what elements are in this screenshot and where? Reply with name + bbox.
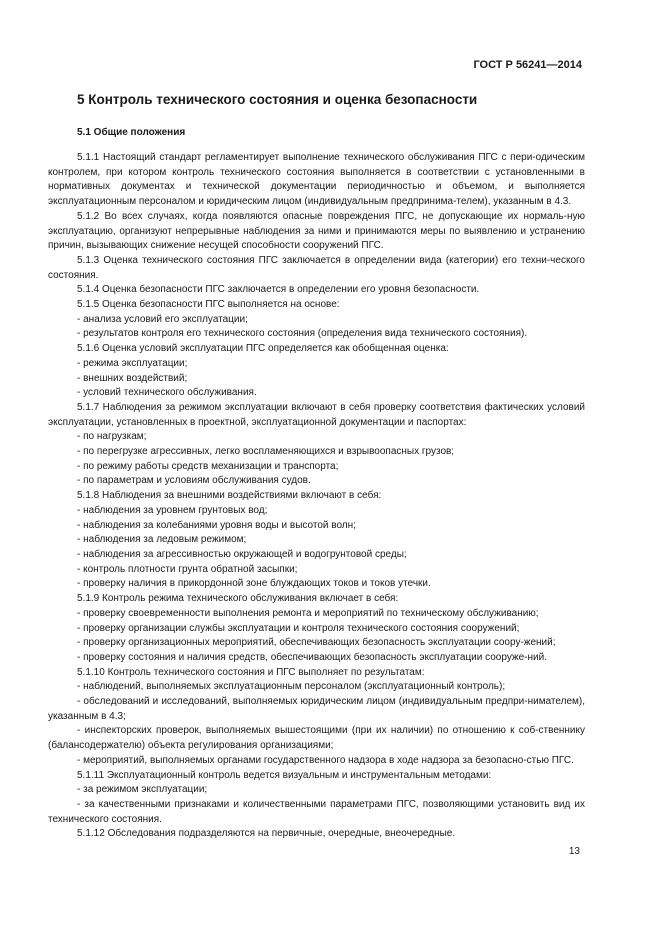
- paragraph: 5.1.5 Оценка безопасности ПГС выполняется на основе:: [77, 299, 340, 311]
- list-item: - мероприятий, выполняемых органами государственного надзора в ходе надзора за безопасно-стью ПГС.: [77, 754, 574, 766]
- paragraph: 5.1.9 Контроль режима технического обслуживания включает в себя:: [77, 593, 399, 605]
- list-item: - за режимом эксплуатации;: [77, 784, 208, 796]
- list-item: - проверку организационных мероприятий, обеспечивающих безопасность эксплуатации соору-жений;: [77, 637, 556, 649]
- list-item: - по нагрузкам;: [77, 431, 147, 443]
- paragraph: 5.1.10 Контроль технического состояния и ПГС выполняет по результатам:: [77, 666, 425, 678]
- list-item: - режима эксплуатации;: [77, 357, 188, 369]
- paragraph: 5.1.6 Оценка условий эксплуатации ПГС определяется как обобщенная оценка:: [77, 343, 449, 355]
- list-item: - обследований и исследований, выполняемых юридическим лицом (индивидуальным предпри-нимателем), указанным в 4.3;: [48, 696, 585, 722]
- subsection-title: 5.1 Общие положения: [77, 127, 186, 138]
- list-item: - по режиму работы средств механизации и транспорта;: [77, 460, 339, 472]
- paragraph: 5.1.4 Оценка безопасности ПГС заключается в определении его уровня безопасности.: [77, 284, 480, 296]
- list-item: - проверку состояния и наличия средств, обеспечивающих безопасность эксплуатации сооруже-ний.: [77, 651, 547, 663]
- list-item: - наблюдения за ледовым режимом;: [77, 534, 247, 546]
- list-item: - анализа условий его эксплуатации;: [77, 313, 248, 325]
- paragraph: 5.1.12 Обследования подразделяются на первичные, очередные, внеочередные.: [77, 828, 456, 840]
- paragraph: 5.1.3 Оценка технического состояния ПГС заключается в определении вида (категории) его техни-ческого состояния.: [48, 254, 585, 281]
- list-item: - за качественными признаками и количественными параметрами ПГС, позволяющими установить вид их технического состояния.: [48, 798, 585, 825]
- list-item: - наблюдения за уровнем грунтовых вод;: [77, 504, 268, 516]
- paragraph: 5.1.7 Наблюдения за режимом эксплуатации включают в себя проверку соответствия фактических условий эксплуатации, установленных в проектной, эксплуатационной документации и паспортах:: [48, 401, 585, 428]
- list-item: - проверку наличия в прикордонной зоне блуждающих токов и токов утечки.: [77, 578, 431, 590]
- paragraph: 5.1.8 Наблюдения за внешними воздействиями включают в себя:: [77, 490, 382, 502]
- page-number: 13: [568, 846, 580, 857]
- list-item: - инспекторских проверок, выполняемых вышестоящими (при их наличии) по отношению к соб-ственнику (балансодержателю) объекта регулирования организациями;: [48, 725, 585, 752]
- list-item: - наблюдений, выполняемых эксплуатационным персоналом (эксплуатационный контроль);: [77, 681, 506, 693]
- section-title: 5 Контроль технического состояния и оценка безопасности: [77, 92, 478, 107]
- list-item: - внешних воздействий;: [77, 372, 188, 384]
- list-item: - контроль плотности грунта обратной засыпки;: [77, 563, 298, 575]
- list-item: - по перегрузке агрессивных, легко воспламеняющихся и взрывоопасных грузов;: [77, 446, 455, 458]
- body-text: [48, 151, 585, 842]
- list-item: - наблюдения за агрессивностью окружающей и водогрунтовой среды;: [77, 548, 407, 560]
- paragraph: 5.1.1 Настоящий стандарт регламентирует выполнение технического обслуживания ПГС с пери-одическим контролем, при котором контроль технического состояния выполняется в соответствии с установленными в нормативных документах и технической документации периодичностью и объемом, и выполняется эксплуатационным персоналом и юридическим лицом (индивидуальным предпринима-телем), указанным в 4.3.: [48, 152, 585, 208]
- paragraph: 5.1.2 Во всех случаях, когда появляются опасные повреждения ПГС, не допускающие их нормаль-ную эксплуатацию, организуют непрерывные наблюдения за ними и принимаются меры по выявлению и устранению причин, вызывающих снижение несущей способности сооружений ПГС.: [48, 210, 585, 252]
- list-item: - наблюдения за колебаниями уровня воды и высотой волн;: [77, 519, 356, 531]
- list-item: - проверку организации службы эксплуатации и контроля технического состояния сооружений;: [77, 622, 520, 634]
- list-item: - по параметрам и условиям обслуживания судов.: [77, 475, 311, 487]
- list-item: - условий технического обслуживания.: [77, 387, 257, 399]
- paragraph: 5.1.11 Эксплуатационный контроль ведется визуальным и инструментальным методами:: [77, 769, 492, 781]
- list-item: - результатов контроля его технического состояния (определения вида технического состояния).: [77, 328, 528, 340]
- document-header: ГОСТ Р 56241—2014: [473, 59, 582, 71]
- list-item: - проверку своевременности выполнения ремонта и мероприятий по техническому обслуживанию;: [77, 607, 539, 619]
